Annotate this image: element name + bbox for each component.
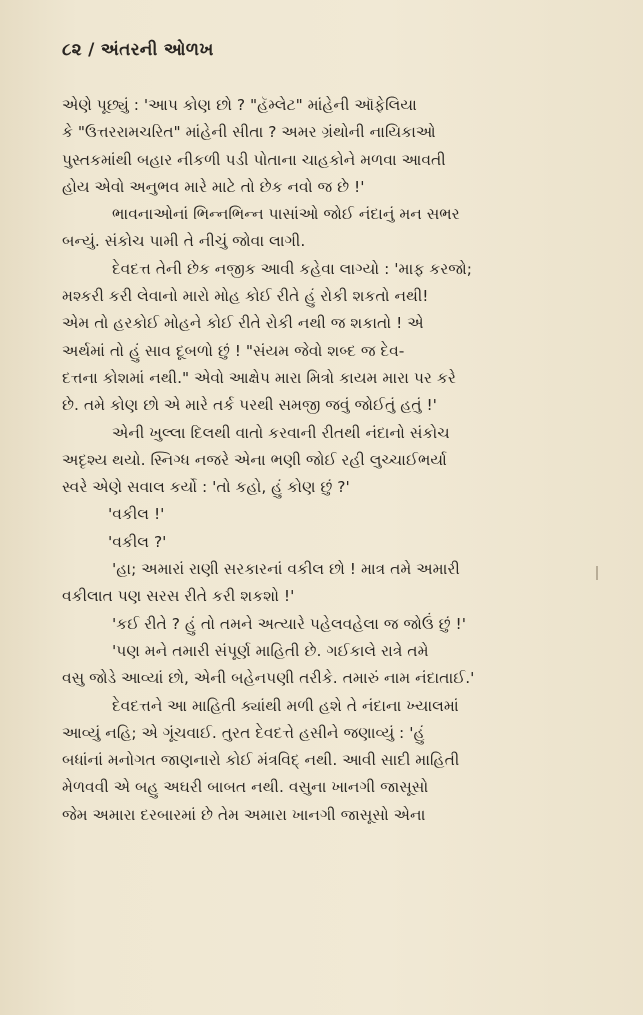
text-line: 'કઈ રીતે ? હું તો તમને અત્યારે પહેલવહેલા જ જોઉં છું !' (112, 614, 466, 633)
header-separator: / (88, 40, 95, 60)
book-title: અંતરની ઓળખ (100, 40, 214, 60)
text-line: છે. તમે કોણ છો એ મારે તર્ક પરથી સમજી જવું જોઈતું હતું !' (62, 396, 437, 415)
text-line: મેળવવી એ બહુ અઘરી બાબત નથી. વસુના ખાનગી જાસૂસો (62, 778, 429, 797)
text-line: દત્તના કોશમાં નથી." એવો આક્ષેપ મારા મિત્રો કાયમ મારા પર કરે (62, 368, 456, 387)
text-line: અર્થમાં તો હું સાવ દૂબળો છું ! "સંયમ જેવો શબ્દ જ દેવ- (62, 341, 405, 360)
text-line: પુસ્તકમાંથી બહાર નીકળી પડી પોતાના ચાહકોને મળવા આવતી (62, 150, 446, 169)
text-line: સ્વરે એણે સવાલ કર્યો : 'તો કહો, હું કોણ છું ?' (62, 478, 350, 497)
text-line: વસુ જોડે આવ્યાં છો, એની બહેનપણી તરીકે. તમારું નામ નંદાતાઈ.' (62, 669, 475, 688)
text-line: દેવદત્તને આ માહિતી ક્યાંથી મળી હશે તે નંદાના ખ્યાલમાં (112, 696, 459, 715)
text-line: એમ તો હરકોઈ મોહને કોઈ રીતે રોકી નથી જ શકાતો ! એ (62, 314, 424, 333)
text-line: એણે પૂછ્યું : 'આપ કોણ છો ? "હૅમ્લેટ" માંહેની ઑફેલિયા (62, 96, 417, 114)
margin-mark (596, 566, 598, 580)
text-line: બન્યું. સંકોચ પામી તે નીચું જોવા લાગી. (62, 232, 306, 251)
text-line: જેમ અમારા દરબારમાં છે તેમ અમારા ખાનગી જાસૂસો એના (62, 805, 426, 824)
text-line: બધાંનાં મનોગત જાણનારો કોઈ મંત્રવિદ્ નથી. આવી સાદી માહિતી (62, 751, 460, 770)
text-line: ભાવનાઓનાં ભિન્નભિન્ન પાસાંઓ જોઈ નંદાનું મન સભર (112, 205, 460, 224)
text-line: 'પણ મને તમારી સંપૂર્ણ માહિતી છે. ગઈકાલે રાત્રે તમે (112, 641, 429, 660)
body-text (62, 92, 602, 829)
running-header (62, 40, 214, 60)
text-line: એની ખુલ્લા દિલથી વાતો કરવાની રીતથી નંદાનો સંકોચ (112, 423, 450, 442)
text-line: દેવદત્ત તેની છેક નજીક આવી કહેવા લાગ્યો : 'માફ કરજો; (112, 259, 472, 278)
text-line: આવ્યું નહિ; એ ગૂંચવાઈ. તુરત દેવદત્તે હસીને જણાવ્યું : 'હું (62, 723, 425, 742)
text-line: કે "ઉત્તરરામચરિત" માંહેની સીતા ? અમર ગ્રંથોની નાયિકાઓ (62, 123, 436, 142)
page-number: ૮૨ (62, 40, 82, 60)
text-line: 'વકીલ !' (108, 505, 165, 524)
text-line: અદૃશ્ય થયો. સ્નિગ્ધ નજરે એના ભણી જોઈ રહી લુચ્ચાઈભર્યા (62, 450, 447, 469)
text-line: મશ્કરી કરી લેવાનો મારો મોહ કોઈ રીતે હું રોકી શકતો નથી! (62, 287, 429, 306)
text-line: હોય એવો અનુભવ મારે માટે તો છેક નવો જ છે !' (62, 177, 365, 196)
text-line: વકીલાત પણ સરસ રીતે કરી શકશો !' (62, 587, 295, 606)
text-line: 'વકીલ ?' (108, 532, 167, 551)
text-line: 'હા; અમારાં રાણી સરકારનાં વકીલ છો ! માત્ર તમે અમારી (112, 560, 460, 579)
